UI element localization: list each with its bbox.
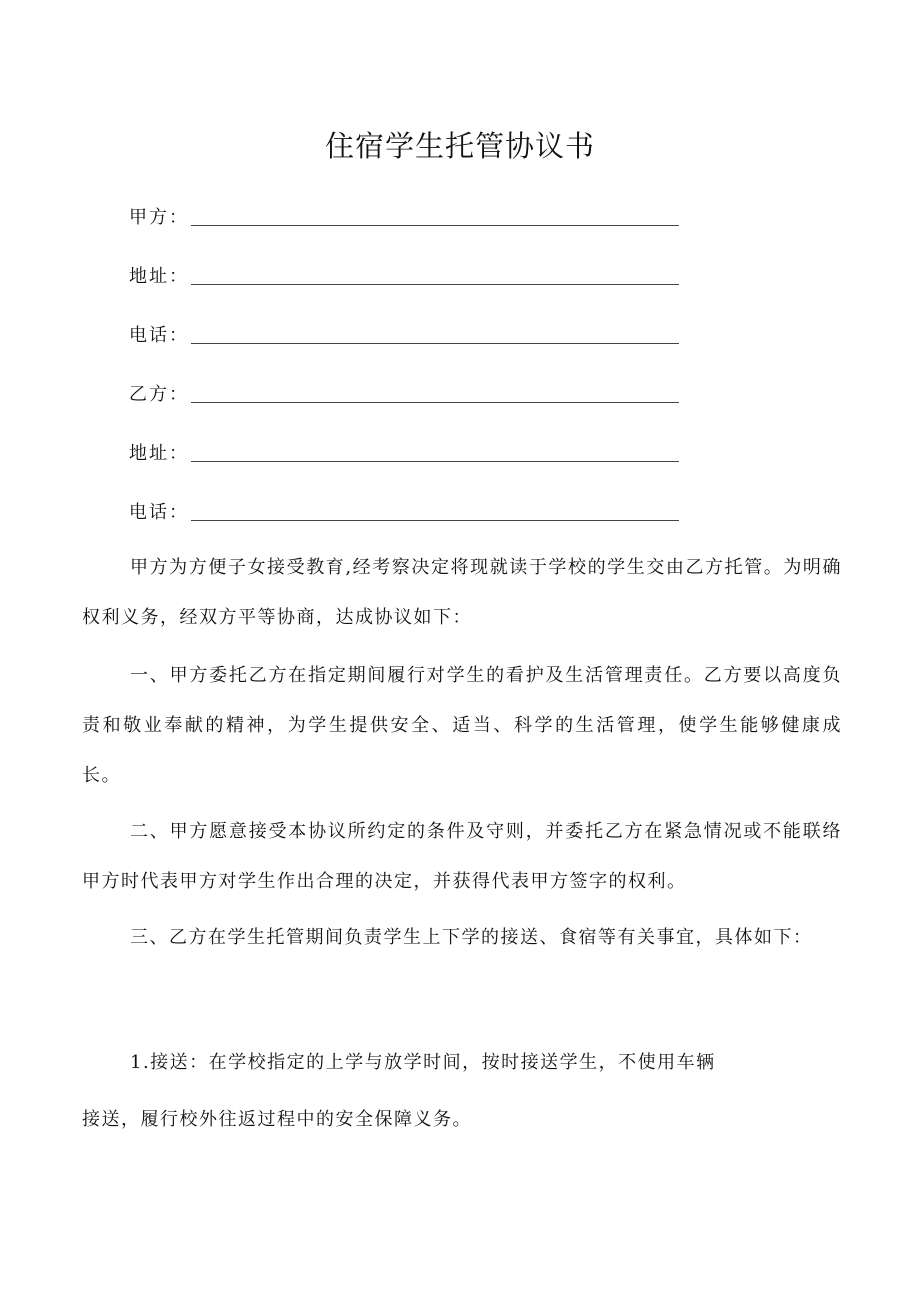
party-b-blank-line: [191, 402, 679, 403]
item-1-line-1: 1.接送：在学校指定的上学与放学时间，按时接送学生，不使用车辆: [130, 1052, 716, 1073]
party-b-phone-field: [129, 498, 689, 528]
party-b-field: [129, 380, 689, 410]
party-a-address-label: 地址：: [129, 266, 189, 287]
clause-2-paragraph: 二、甲方愿意接受本协议所约定的条件及守则，并委托乙方在紧急情况或不能联络甲方时代表甲方对学生作出合理的决定，并获得代表甲方签字的权利。: [82, 821, 842, 892]
party-a-phone-blank-line: [191, 343, 679, 344]
party-b-phone-label: 电话：: [129, 502, 189, 523]
clause-1-paragraph: 一、甲方委托乙方在指定期间履行对学生的看护及生活管理责任。乙方要以高度负责和敬业奉献的精神，为学生提供安全、适当、科学的生活管理，使学生能够健康成长。: [82, 665, 842, 786]
party-a-address-blank-line: [191, 284, 679, 285]
party-a-field: [129, 203, 689, 233]
party-b-address-blank-line: [191, 461, 679, 462]
party-b-phone-blank-line: [191, 520, 679, 521]
party-b-address-label: 地址：: [129, 443, 189, 464]
clause-3-paragraph: 三、乙方在学生托管期间负责学生上下学的接送、食宿等有关事宜，具体如下：: [130, 927, 813, 948]
party-b-address-field: [129, 439, 689, 469]
party-a-phone-label: 电话：: [129, 325, 189, 346]
party-b-label: 乙方：: [129, 384, 189, 405]
party-a-phone-field: [129, 321, 689, 351]
party-a-blank-line: [191, 225, 679, 226]
document-title: 住宿学生托管协议书: [324, 129, 595, 163]
intro-paragraph: 甲方为方便子女接受教育,经考察决定将现就读于学校的学生交由乙方托管。为明确权利义务，经双方平等协商，达成协议如下：: [82, 557, 842, 628]
party-a-label: 甲方：: [129, 207, 189, 228]
item-1-line-2: 接送，履行校外往返过程中的安全保障义务。: [82, 1109, 472, 1130]
party-a-address-field: [129, 262, 689, 292]
